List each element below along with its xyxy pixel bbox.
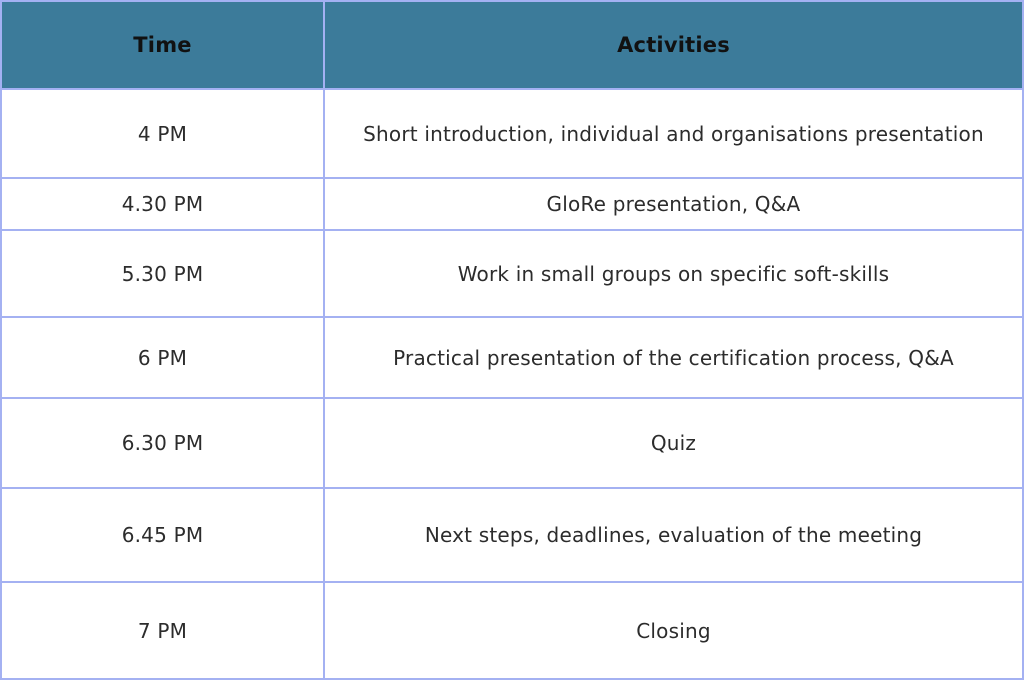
table-row-activity: Next steps, deadlines, evaluation of the meeting (325, 489, 1022, 583)
column-header-time: Time (2, 2, 325, 90)
table-row-time: 4 PM (2, 90, 325, 179)
table-row-time: 6.30 PM (2, 399, 325, 489)
table-row-time: 6 PM (2, 318, 325, 399)
table-row-activity: Work in small groups on specific soft-skills (325, 231, 1022, 318)
table-row-activity: Short introduction, individual and organisations presentation (325, 90, 1022, 179)
table-row-activity: Quiz (325, 399, 1022, 489)
table-row-time: 4.30 PM (2, 179, 325, 231)
table-row-time: 5.30 PM (2, 231, 325, 318)
table-row-activity: Practical presentation of the certification process, Q&A (325, 318, 1022, 399)
table-row-activity: Closing (636, 618, 711, 643)
column-header-activities: Activities (325, 2, 1022, 90)
table-row-activity: GloRe presentation, Q&A (325, 179, 1022, 231)
table-row-time: 6.45 PM (2, 489, 325, 583)
table-row-time: 7 PM (2, 583, 325, 678)
